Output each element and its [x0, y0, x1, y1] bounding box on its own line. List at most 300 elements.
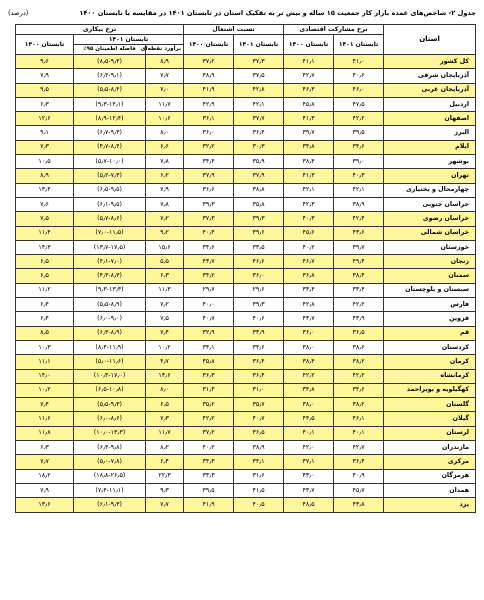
participation-1401-cell: ۴۳٫۸	[334, 498, 384, 512]
employment-1401-cell: ۴۰٫۷	[234, 412, 284, 426]
unemployment-1400-cell: ۹٫۵	[16, 83, 74, 97]
unemployment-ci-cell: (۶٫۰-۹٫۰)	[74, 312, 146, 326]
unemployment-ci-cell: (۵٫۰-۱۱٫۶)	[74, 355, 146, 369]
unemployment-ci-cell: (۸٫۵-۹٫۳)	[74, 55, 146, 69]
employment-1400-cell: ۳۱٫۳	[184, 383, 234, 397]
unemployment-point-cell: ۹٫۳	[146, 483, 184, 497]
unemployment-1400-cell: ۱۱٫۸	[16, 426, 74, 440]
employment-1401-cell: ۲۹٫۶	[234, 283, 284, 297]
unemployment-ci-cell: (۱۰٫۳-۱۷٫۰)	[74, 369, 146, 383]
table-row	[16, 155, 476, 169]
participation-1400-cell: ۳۸٫۴	[284, 155, 334, 169]
unemployment-point-cell: ۴٫۷	[146, 355, 184, 369]
employment-1401-cell: ۴۲٫۸	[234, 83, 284, 97]
table-row	[16, 83, 476, 97]
employment-1400-cell: ۴۰٫۰	[184, 298, 234, 312]
participation-1400-cell: ۴۲٫۳	[284, 197, 334, 211]
employment-1400-cell: ۲۹٫۷	[184, 283, 234, 297]
province-cell: چهارمحال و بختیاری	[384, 183, 476, 197]
table-row	[16, 369, 476, 383]
unemployment-1400-cell: ۹٫۶	[16, 55, 74, 69]
province-cell: لرستان	[384, 426, 476, 440]
header-confidence-interval: فاصله اطمینان ۹۵٪	[74, 45, 146, 55]
province-cell: مازندران	[384, 441, 476, 455]
participation-1401-cell: ۴۲٫۲	[334, 298, 384, 312]
employment-1400-cell: ۴۰٫۷	[184, 312, 234, 326]
unemployment-ci-cell: (۶٫۱-۹٫۳)	[74, 498, 146, 512]
participation-1400-cell: ۴۸٫۵	[284, 498, 334, 512]
unemployment-1400-cell: ۸٫۹	[16, 169, 74, 183]
table-row	[16, 298, 476, 312]
participation-1401-cell: ۴۹٫۴	[334, 255, 384, 269]
header-u1400: تابستان ۱۴۰۰	[16, 35, 74, 55]
employment-1400-cell: ۴۲٫۹	[184, 97, 234, 111]
participation-1401-cell: ۳۸٫۹	[334, 197, 384, 211]
employment-1401-cell: ۴۶٫۶	[234, 255, 284, 269]
unemployment-ci-cell: (۵٫۵-۸٫۴)	[74, 83, 146, 97]
province-cell: خراسان رضوی	[384, 212, 476, 226]
unemployment-point-cell: ۱۰٫۶	[146, 112, 184, 126]
participation-1400-cell: ۳۸٫۰	[284, 340, 334, 354]
province-cell: کرمانشاه	[384, 369, 476, 383]
participation-1400-cell: ۴۳٫۰	[284, 469, 334, 483]
employment-1400-cell: ۳۴٫۳	[184, 455, 234, 469]
participation-1400-cell: ۳۸٫۰	[284, 398, 334, 412]
employment-1400-cell: ۴۱٫۹	[184, 498, 234, 512]
participation-1401-cell: ۴۱٫۰	[334, 55, 384, 69]
participation-1400-cell: ۳۳٫۴	[284, 283, 334, 297]
unemployment-point-cell: ۷٫۷	[146, 69, 184, 83]
unemployment-ci-cell: (۷٫۰-۱۱٫۵)	[74, 226, 146, 240]
table-body	[16, 55, 476, 513]
table-row	[16, 412, 476, 426]
header-participation: نرخ مشارکت اقتصادی	[284, 25, 384, 35]
employment-1401-cell: ۳۳٫۹	[234, 326, 284, 340]
province-cell: زنجان	[384, 255, 476, 269]
province-cell: ایلام	[384, 140, 476, 154]
table-row	[16, 283, 476, 297]
employment-1401-cell: ۳۷٫۳	[234, 55, 284, 69]
unemployment-ci-cell: (۷٫۴-۱۱٫۱)	[74, 483, 146, 497]
province-cell: خراسان جنوبی	[384, 197, 476, 211]
participation-1401-cell: ۴۵٫۷	[334, 483, 384, 497]
unemployment-ci-cell: (۹٫۳-۱۳٫۳)	[74, 283, 146, 297]
unemployment-1400-cell: ۱۱٫۲	[16, 283, 74, 297]
employment-1400-cell: ۳۷٫۲	[184, 426, 234, 440]
province-cell: کرمان	[384, 355, 476, 369]
participation-1400-cell: ۳۸٫۴	[284, 355, 334, 369]
province-cell: گلستان	[384, 398, 476, 412]
unemployment-1400-cell: ۱۴٫۳	[16, 240, 74, 254]
unemployment-point-cell: ۷٫۵	[146, 312, 184, 326]
unemployment-1400-cell: ۸٫۵	[16, 326, 74, 340]
unemployment-1400-cell: ۷٫۵	[16, 212, 74, 226]
table-row	[16, 212, 476, 226]
unemployment-1400-cell: ۷٫۶	[16, 197, 74, 211]
header-u1401: تابستان ۱۴۰۱	[74, 35, 184, 45]
employment-1401-cell: ۳۷٫۹	[234, 169, 284, 183]
header-p1401: تابستان ۱۴۰۱	[334, 35, 384, 55]
unemployment-ci-cell: (۴٫۷-۸٫۴)	[74, 140, 146, 154]
employment-1401-cell: ۳۸٫۸	[234, 183, 284, 197]
table-row	[16, 183, 476, 197]
employment-1400-cell: ۳۴٫۴	[184, 155, 234, 169]
employment-1400-cell: ۳۷٫۹	[184, 169, 234, 183]
table-row	[16, 383, 476, 397]
participation-1400-cell: ۳۶٫۰	[284, 326, 334, 340]
participation-1401-cell: ۴۲٫۷	[334, 441, 384, 455]
employment-1401-cell: ۳۵٫۸	[234, 197, 284, 211]
participation-1400-cell: ۴۵٫۸	[284, 97, 334, 111]
participation-1400-cell: ۴۶٫۷	[284, 255, 334, 269]
table-row	[16, 126, 476, 140]
employment-1400-cell: ۳۶٫۶	[184, 183, 234, 197]
participation-1400-cell: ۴۴٫۵	[284, 412, 334, 426]
employment-1401-cell: ۳۷٫۵	[234, 69, 284, 83]
province-cell: خوزستان	[384, 240, 476, 254]
unemployment-1400-cell: ۶٫۴	[16, 298, 74, 312]
unemployment-point-cell: ۷٫۸	[146, 155, 184, 169]
unemployment-1400-cell: ۱۳٫۴	[16, 183, 74, 197]
participation-1401-cell: ۴۰٫۶	[334, 69, 384, 83]
participation-1401-cell: ۴۲٫۱	[334, 183, 384, 197]
employment-1400-cell: ۴۰٫۲	[184, 441, 234, 455]
employment-1400-cell: ۴۱٫۹	[184, 83, 234, 97]
employment-1401-cell: ۴۲٫۱	[234, 97, 284, 111]
unemployment-point-cell: ۵٫۵	[146, 255, 184, 269]
table-row	[16, 469, 476, 483]
participation-1400-cell: ۴۲٫۷	[284, 69, 334, 83]
unemployment-point-cell: ۸٫۲	[146, 441, 184, 455]
unemployment-point-cell: ۱۵٫۶	[146, 240, 184, 254]
employment-1401-cell: ۳۰٫۳	[234, 140, 284, 154]
table-row	[16, 441, 476, 455]
table-row	[16, 69, 476, 83]
participation-1401-cell: ۴۷٫۵	[334, 97, 384, 111]
employment-1401-cell: ۴۰٫۶	[234, 312, 284, 326]
unemployment-1400-cell: ۱۱٫۶	[16, 412, 74, 426]
unemployment-ci-cell: (۱۰٫۰-۱۳٫۳)	[74, 426, 146, 440]
table-row	[16, 197, 476, 211]
participation-1401-cell: ۳۴٫۶	[334, 140, 384, 154]
unemployment-point-cell: ۱۱٫۳	[146, 283, 184, 297]
unemployment-point-cell: ۸٫۹	[146, 55, 184, 69]
employment-1401-cell: ۳۹٫۶	[234, 226, 284, 240]
employment-1400-cell: ۳۹٫۵	[184, 483, 234, 497]
unemployment-point-cell: ۷٫۲	[146, 298, 184, 312]
unemployment-ci-cell: (۶٫۰-۸٫۶)	[74, 412, 146, 426]
unemployment-1400-cell: ۱۱٫۴	[16, 226, 74, 240]
participation-1400-cell: ۳۹٫۷	[284, 126, 334, 140]
participation-1401-cell: ۳۸٫۲	[334, 398, 384, 412]
participation-1400-cell: ۴۳٫۷	[284, 483, 334, 497]
employment-1400-cell: ۳۷٫۳	[184, 212, 234, 226]
participation-1401-cell: ۳۸٫۴	[334, 269, 384, 283]
province-cell: خراسان شمالی	[384, 226, 476, 240]
participation-1400-cell: ۳۴٫۸	[284, 383, 334, 397]
employment-1401-cell: ۳۱٫۰	[234, 383, 284, 397]
province-cell: سمنان	[384, 269, 476, 283]
participation-1400-cell: ۴۲٫۱	[284, 183, 334, 197]
unemployment-point-cell: ۶٫۶	[146, 140, 184, 154]
table-row	[16, 140, 476, 154]
participation-1401-cell: ۳۹٫۰	[334, 155, 384, 169]
table-row	[16, 340, 476, 354]
unemployment-ci-cell: (۵٫۵-۸٫۹)	[74, 298, 146, 312]
employment-1401-cell: ۳۶٫۴	[234, 369, 284, 383]
employment-1400-cell: ۳۸٫۹	[184, 69, 234, 83]
employment-1401-cell: ۳۵٫۹	[234, 155, 284, 169]
employment-1400-cell: ۳۴٫۱	[184, 340, 234, 354]
employment-1400-cell: ۳۵٫۸	[184, 355, 234, 369]
participation-1400-cell: ۳۷٫۱	[284, 455, 334, 469]
table-row	[16, 498, 476, 512]
participation-1401-cell: ۴۳٫۹	[334, 312, 384, 326]
province-cell: قزوین	[384, 312, 476, 326]
province-cell: کل کشور	[384, 55, 476, 69]
table-row	[16, 240, 476, 254]
employment-1401-cell: ۳۱٫۶	[234, 469, 284, 483]
unemployment-point-cell: ۷٫۰	[146, 83, 184, 97]
employment-1401-cell: ۳۶٫۴	[234, 126, 284, 140]
unemployment-ci-cell: (۴٫۳-۸٫۳)	[74, 269, 146, 283]
employment-1401-cell: ۴۰٫۵	[234, 498, 284, 512]
header-employment: نسبت اشتغال	[184, 25, 284, 35]
employment-1400-cell: ۴۲٫۲	[184, 412, 234, 426]
employment-1401-cell: ۳۶٫۰	[234, 269, 284, 283]
table-row	[16, 169, 476, 183]
employment-1400-cell: ۳۴٫۲	[184, 269, 234, 283]
province-cell: همدان	[384, 483, 476, 497]
participation-1400-cell: ۴۰٫۳	[284, 212, 334, 226]
table-row	[16, 269, 476, 283]
employment-1400-cell: ۳۳٫۳	[184, 469, 234, 483]
province-cell: فارس	[384, 298, 476, 312]
employment-1400-cell: ۴۰٫۴	[184, 226, 234, 240]
header-p1400: تابستان ۱۴۰۰	[284, 35, 334, 55]
unemployment-1400-cell: ۱۲٫۶	[16, 112, 74, 126]
province-cell: هرمزگان	[384, 469, 476, 483]
unemployment-ci-cell: (۵٫۲-۷٫۳)	[74, 169, 146, 183]
table-row	[16, 226, 476, 240]
employment-1400-cell: ۳۹٫۳	[184, 197, 234, 211]
table-row	[16, 398, 476, 412]
unemployment-point-cell: ۲۲٫۳	[146, 469, 184, 483]
unemployment-point-cell: ۷٫۷	[146, 498, 184, 512]
participation-1401-cell: ۴۰٫۳	[334, 169, 384, 183]
unemployment-1400-cell: ۶٫۵	[16, 269, 74, 283]
employment-1400-cell: ۳۷٫۲	[184, 55, 234, 69]
participation-1401-cell: ۴۲٫۲	[334, 112, 384, 126]
employment-1400-cell: ۳۲٫۹	[184, 326, 234, 340]
table-row	[16, 483, 476, 497]
unemployment-1400-cell: ۶٫۵	[16, 255, 74, 269]
province-cell: کهگیلویه و بویراحمد	[384, 383, 476, 397]
unemployment-ci-cell: (۶٫۴-۹٫۸)	[74, 441, 146, 455]
participation-1401-cell: ۳۸٫۲	[334, 355, 384, 369]
province-cell: گیلان	[384, 412, 476, 426]
unemployment-ci-cell: (۶٫۷-۹٫۳)	[74, 126, 146, 140]
table-row	[16, 112, 476, 126]
table-row	[16, 312, 476, 326]
participation-1400-cell: ۴۱٫۱	[284, 55, 334, 69]
employment-1401-cell: ۳۶٫۵	[234, 426, 284, 440]
unemployment-point-cell: ۸٫۰	[146, 383, 184, 397]
unemployment-1400-cell: ۹٫۱	[16, 126, 74, 140]
unemployment-point-cell: ۱۳٫۶	[146, 369, 184, 383]
unemployment-ci-cell: (۵٫۰-۷٫۸)	[74, 455, 146, 469]
unemployment-1400-cell: ۷٫۳	[16, 140, 74, 154]
participation-1400-cell: ۴۱٫۳	[284, 169, 334, 183]
employment-1400-cell: ۳۶٫۰	[184, 126, 234, 140]
unemployment-1400-cell: ۱۰٫۲	[16, 383, 74, 397]
province-cell: سیستان و بلوچستان	[384, 283, 476, 297]
employment-1401-cell: ۳۶٫۴	[234, 355, 284, 369]
employment-1401-cell: ۳۹٫۳	[234, 298, 284, 312]
participation-1400-cell: ۴۲٫۸	[284, 298, 334, 312]
unemployment-1400-cell: ۱۰٫۵	[16, 155, 74, 169]
header-point-estimate: برآورد نقطه‌ای	[146, 45, 184, 55]
unemployment-point-cell: ۱۰٫۲	[146, 340, 184, 354]
header-unemployment: نرخ بیکاری	[16, 25, 184, 35]
unemployment-1400-cell: ۶٫۴	[16, 312, 74, 326]
province-cell: یزد	[384, 498, 476, 512]
unemployment-point-cell: ۷٫۳	[146, 412, 184, 426]
employment-1401-cell: ۳۸٫۹	[234, 441, 284, 455]
province-cell: اردبیل	[384, 97, 476, 111]
unemployment-point-cell: ۱۱٫۷	[146, 426, 184, 440]
unemployment-1400-cell: ۶٫۳	[16, 441, 74, 455]
unemployment-ci-cell: (۴٫۱-۷٫۰)	[74, 255, 146, 269]
table-row	[16, 455, 476, 469]
header-province: استان	[384, 25, 476, 55]
unemployment-point-cell: ۸٫۰	[146, 126, 184, 140]
participation-1401-cell: ۴۶٫۱	[334, 412, 384, 426]
participation-1400-cell: ۴۵٫۶	[284, 226, 334, 240]
participation-1400-cell: ۴۰٫۱	[284, 426, 334, 440]
unemployment-point-cell: ۶٫۳	[146, 269, 184, 283]
participation-1401-cell: ۳۹٫۷	[334, 240, 384, 254]
table-row	[16, 97, 476, 111]
unemployment-ci-cell: (۶٫۱-۹٫۵)	[74, 197, 146, 211]
unemployment-1400-cell: ۱۳٫۶	[16, 498, 74, 512]
participation-1401-cell: ۴۳٫۶	[334, 226, 384, 240]
employment-1401-cell: ۳۹٫۳	[234, 212, 284, 226]
unemployment-1400-cell: ۱۱٫۱	[16, 355, 74, 369]
header-e1401: تابستان ۱۴۰۱	[234, 35, 284, 55]
unemployment-ci-cell: (۶٫۵-۱۰٫۸)	[74, 383, 146, 397]
unemployment-point-cell: ۶٫۲	[146, 169, 184, 183]
unemployment-point-cell: ۷٫۸	[146, 197, 184, 211]
unemployment-ci-cell: (۶٫۴-۹٫۱)	[74, 69, 146, 83]
unemployment-1400-cell: ۱۰٫۳	[16, 340, 74, 354]
participation-1401-cell: ۳۸٫۶	[334, 340, 384, 354]
employment-1401-cell: ۳۷٫۷	[234, 112, 284, 126]
participation-1400-cell: ۴۰٫۲	[284, 240, 334, 254]
province-cell: کردستان	[384, 340, 476, 354]
table-row	[16, 326, 476, 340]
header-e1400: تابستان ۱۴۰۰	[184, 35, 234, 55]
province-cell: تهران	[384, 169, 476, 183]
unemployment-1400-cell: ۱۸٫۲	[16, 469, 74, 483]
participation-1401-cell: ۳۶٫۵	[334, 326, 384, 340]
unit-label: (درصد)	[8, 9, 29, 17]
unemployment-ci-cell: (۵٫۷-۱۰٫۰)	[74, 155, 146, 169]
employment-1401-cell: ۳۴٫۱	[234, 455, 284, 469]
participation-1400-cell: ۴۲٫۲	[284, 369, 334, 383]
participation-1400-cell: ۴۳٫۷	[284, 312, 334, 326]
participation-1400-cell: ۳۶٫۸	[284, 269, 334, 283]
province-cell: البرز	[384, 126, 476, 140]
participation-1400-cell: ۴۱٫۳	[284, 112, 334, 126]
participation-1400-cell: ۴۲٫۰	[284, 441, 334, 455]
table-row	[16, 255, 476, 269]
province-cell: آذربایجان غربی	[384, 83, 476, 97]
participation-1401-cell: ۳۹٫۵	[334, 126, 384, 140]
unemployment-point-cell: ۶٫۵	[146, 398, 184, 412]
participation-1401-cell: ۴۶٫۰	[334, 83, 384, 97]
unemployment-point-cell: ۷٫۴	[146, 326, 184, 340]
title-row	[8, 6, 476, 20]
unemployment-1400-cell: ۷٫۹	[16, 483, 74, 497]
unemployment-1400-cell: ۶٫۳	[16, 97, 74, 111]
unemployment-point-cell: ۱۱٫۷	[146, 97, 184, 111]
participation-1401-cell: ۳۳٫۴	[334, 283, 384, 297]
header-row-1	[16, 25, 476, 35]
table-title: جدول ۲- شاخص‌های عمده بازار کار جمعیت ۱۵ ساله و بیش تر به تفکیک استان در تابستان ۱۴۰۱ در مقایسه با تابستان ۱۴۰۰	[79, 9, 476, 17]
participation-1400-cell: ۳۴٫۸	[284, 140, 334, 154]
unemployment-1400-cell: ۷٫۴	[16, 398, 74, 412]
province-cell: قم	[384, 326, 476, 340]
unemployment-1400-cell: ۱۴٫۰	[16, 369, 74, 383]
employment-1400-cell: ۳۵٫۲	[184, 398, 234, 412]
participation-1400-cell: ۴۶٫۳	[284, 83, 334, 97]
unemployment-ci-cell: (۵٫۷-۸٫۶)	[74, 212, 146, 226]
participation-1401-cell: ۴۲٫۴	[334, 212, 384, 226]
employment-1401-cell: ۴۱٫۵	[234, 483, 284, 497]
participation-1401-cell: ۴۰٫۹	[334, 469, 384, 483]
province-cell: آذربایجان شرقی	[384, 69, 476, 83]
unemployment-ci-cell: (۸٫۴-۱۱٫۹)	[74, 340, 146, 354]
table-row	[16, 355, 476, 369]
participation-1401-cell: ۴۰٫۱	[334, 426, 384, 440]
unemployment-ci-cell: (۹٫۳-۱۴٫۱)	[74, 97, 146, 111]
participation-1401-cell: ۳۴٫۶	[334, 383, 384, 397]
table-row	[16, 55, 476, 69]
labor-market-table	[15, 24, 476, 513]
unemployment-point-cell: ۹٫۲	[146, 226, 184, 240]
unemployment-ci-cell: (۶٫۵-۹٫۵)	[74, 183, 146, 197]
unemployment-ci-cell: (۱۸٫۸-۲۶٫۵)	[74, 469, 146, 483]
employment-1400-cell: ۳۶٫۱	[184, 112, 234, 126]
unemployment-1400-cell: ۷٫۹	[16, 69, 74, 83]
employment-1401-cell: ۳۴٫۶	[234, 340, 284, 354]
province-cell: بوشهر	[384, 155, 476, 169]
employment-1401-cell: ۳۳٫۵	[234, 240, 284, 254]
unemployment-point-cell: ۷٫۲	[146, 212, 184, 226]
participation-1401-cell: ۳۶٫۴	[334, 455, 384, 469]
unemployment-1400-cell: ۷٫۷	[16, 455, 74, 469]
unemployment-ci-cell: (۶٫۳-۸٫۹)	[74, 326, 146, 340]
employment-1400-cell: ۳۶٫۳	[184, 369, 234, 383]
province-cell: مرکزی	[384, 455, 476, 469]
unemployment-point-cell: ۷٫۹	[146, 183, 184, 197]
employment-1401-cell: ۳۵٫۷	[234, 398, 284, 412]
employment-1400-cell: ۳۴٫۶	[184, 240, 234, 254]
unemployment-ci-cell: (۵٫۵-۹٫۳)	[74, 398, 146, 412]
province-cell: اصفهان	[384, 112, 476, 126]
employment-1400-cell: ۴۳٫۷	[184, 255, 234, 269]
